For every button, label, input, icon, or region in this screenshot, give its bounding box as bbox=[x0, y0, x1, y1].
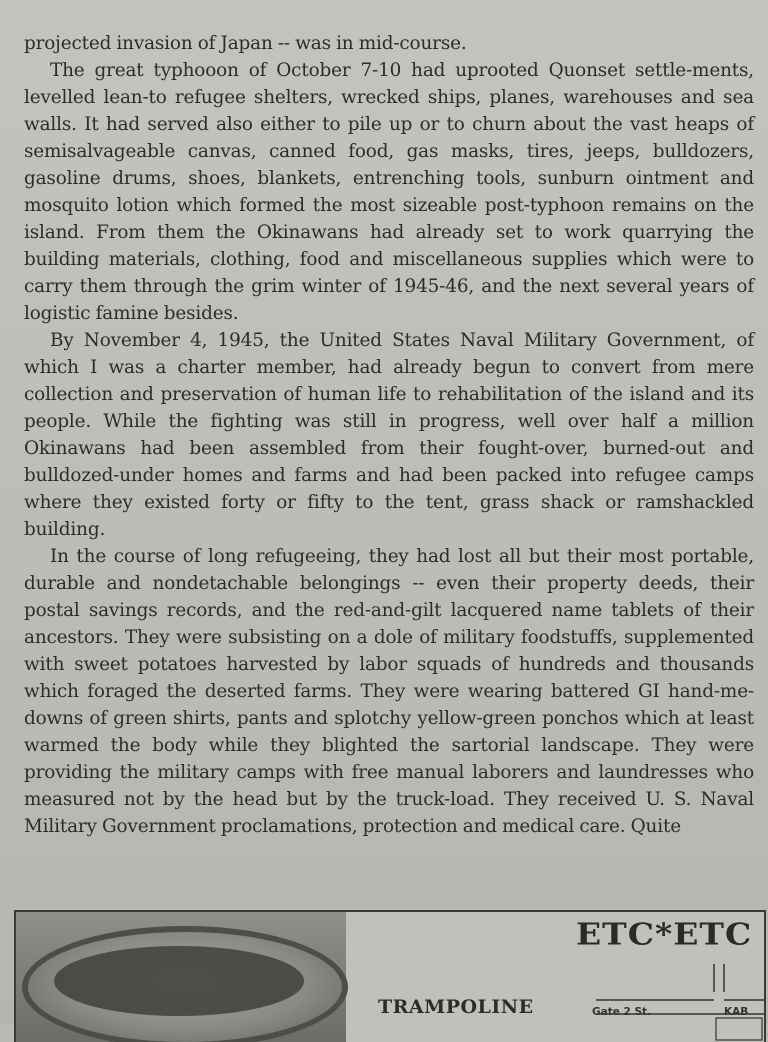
etc-logo: ETC*ETC bbox=[576, 916, 753, 952]
article-paragraph-2: The great typhooon of October 7-10 had uprooted Quonset settle-ments, levelled lean-to refugee shelters, wrecked ships, planes, warehouses and sea walls. It had served also either to pile up or to churn about the vast heaps of semisalvageable canvas, canned food, gas masks, tires, jeeps, bulldozers, gasoline drums, shoes, blankets, entrenching tools, sunburn ointment and mosquito lotion which formed the most sizeable post-typhoon remains on the island. From them the Okinawans had already set to work quarrying the building materials, clothing, food and miscellaneous supplies which were to carry them through the grim winter of 1945-46, and the next several years of logistic famine besides. bbox=[24, 60, 754, 324]
ad-product-label: TRAMPOLINE bbox=[378, 996, 534, 1018]
trampoline-photo bbox=[16, 912, 346, 1042]
map-building bbox=[716, 1018, 762, 1040]
article-paragraph-4: In the course of long refugeeing, they had lost all but their most portable, durable and nondetachable belongings -- even their property deeds, their postal savings records, and the red-and-gilt lacquered name tablets of their ancestors. They were subsisting on a dole of military foodstuffs, supplemented with sweet potatoes harvested by labor squads of hundreds and thousands which foraged the deserted farms. They were wearing battered GI hand-me-downs of green shirts, pants and splotchy yellow-green ponchos which at least warmed the body while they blighted the sartorial landscape. They were providing the military camps with free manual laborers and laundresses who measured not by the head but by the truck-load. They received U. S. Naval Military Government proclamations, protection and medical care. Quite bbox=[24, 546, 754, 837]
map-kab-label: KAB bbox=[724, 1006, 749, 1018]
article-paragraph-1: projected invasion of Japan -- was in mid-course. bbox=[24, 33, 467, 54]
article-body bbox=[24, 30, 754, 840]
article-paragraph-3: By November 4, 1945, the United States Naval Military Government, of which I was a charter member, had already begun to convert from mere collection and preservation of human life to rehabilitation of the island and its people. While the fighting was still in progress, well over half a million Okinawans had been assembled from their fought-over, burned-out and bulldozed-under homes and farms and had been packed into refugee camps where they existed forty or fifty to the tent, grass shack or ramshackled building. bbox=[24, 330, 754, 540]
location-map bbox=[576, 962, 764, 1042]
map-gate-label: Gate 2 St. bbox=[592, 1006, 652, 1018]
advertisement bbox=[14, 910, 766, 1042]
trampoline-mat bbox=[54, 946, 304, 1016]
